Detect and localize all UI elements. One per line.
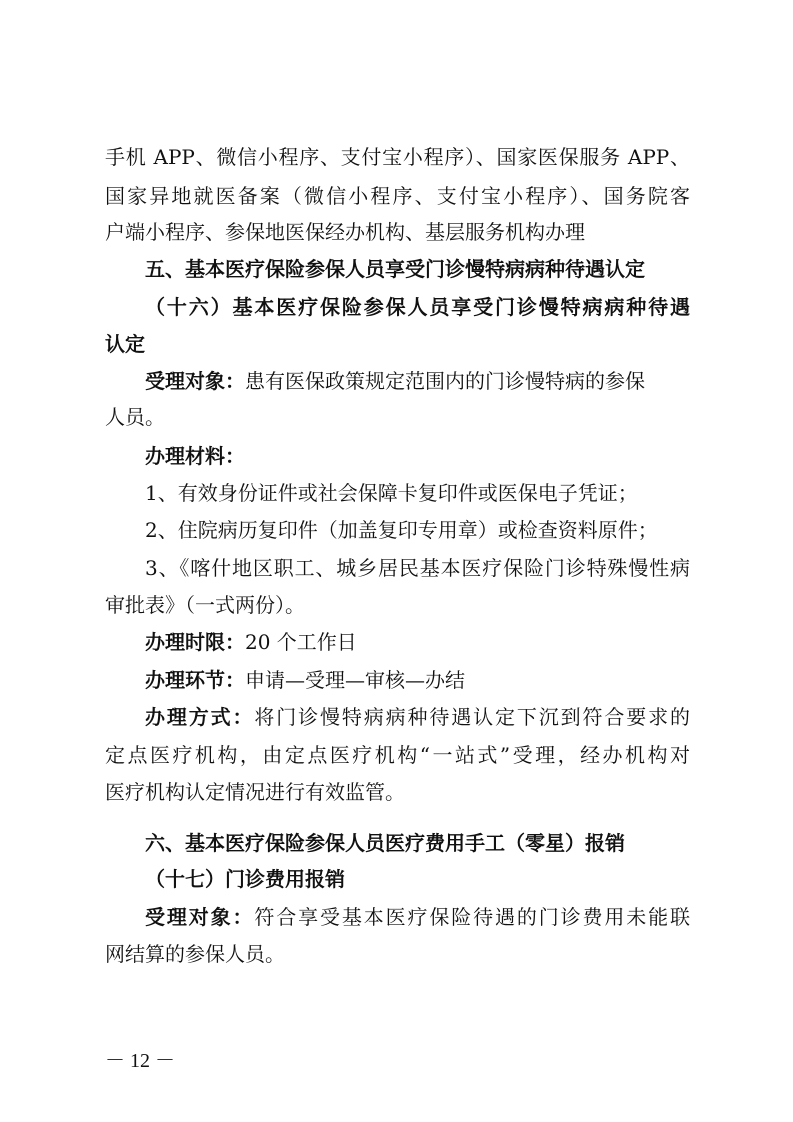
page-number: － 12 －: [105, 1050, 175, 1072]
target-text-cont: 网结算的参保人员。: [105, 942, 285, 966]
time-limit-line: [145, 630, 690, 654]
section-heading-6: 六、基本医疗保险参保人员医疗费用手工（零星）报销: [145, 831, 625, 855]
steps-line: [145, 668, 690, 692]
time-limit-value: 20 个工作日: [245, 630, 357, 654]
time-limit-label: 办理时限：: [145, 630, 245, 654]
method-line: [145, 705, 690, 729]
target-text: 患有医保政策规定范围内的门诊慢特病的参保: [245, 369, 645, 393]
method-label: 办理方式：: [145, 705, 255, 729]
target-label: 受理对象：: [145, 369, 245, 393]
method-text: 将门诊慢特病病种待遇认定下沉到符合要求的: [254, 705, 690, 729]
materials-label: 办理材料：: [145, 444, 245, 468]
target-line: [145, 905, 690, 929]
item-title-16-cont: 认定: [105, 332, 145, 356]
item-title-17: （十七）门诊费用报销: [145, 867, 345, 891]
material-item-3: 3、《喀什地区职工、城乡居民基本医疗保险门诊特殊慢性病: [145, 556, 690, 580]
material-item-2: 2、住院病历复印件（加盖复印专用章）或检查资料原件；: [145, 518, 658, 542]
target-label: 受理对象：: [145, 905, 255, 929]
paragraph-line: 户端小程序、参保地医保经办机构、基层服务机构办理: [105, 220, 585, 244]
section-heading-5: 五、基本医疗保险参保人员享受门诊慢特病病种待遇认定: [145, 257, 645, 281]
target-text-cont: 人员。: [105, 405, 165, 429]
method-text-cont: 定点医疗机构，由定点医疗机构“一站式”受理，经办机构对: [105, 743, 690, 767]
target-line: [145, 369, 690, 393]
steps-label: 办理环节：: [145, 668, 245, 692]
paragraph-line: 手机 APP、微信小程序、支付宝小程序）、国家医保服务 APP、: [105, 145, 690, 169]
item-title-16: （十六）基本医疗保险参保人员享受门诊慢特病病种待遇: [145, 295, 690, 319]
material-item-1: 1、有效身份证件或社会保障卡复印件或医保电子凭证；: [145, 481, 638, 505]
material-item-3-cont: 审批表》（一式两份）。: [105, 593, 305, 617]
target-text: 符合享受基本医疗保险待遇的门诊费用未能联: [254, 905, 690, 929]
paragraph-line: 国家异地就医备案（微信小程序、支付宝小程序）、国务院客: [105, 184, 690, 208]
method-text-cont: 医疗机构认定情况进行有效监管。: [105, 780, 405, 804]
steps-value: 申请—受理—审核—办结: [245, 668, 465, 692]
